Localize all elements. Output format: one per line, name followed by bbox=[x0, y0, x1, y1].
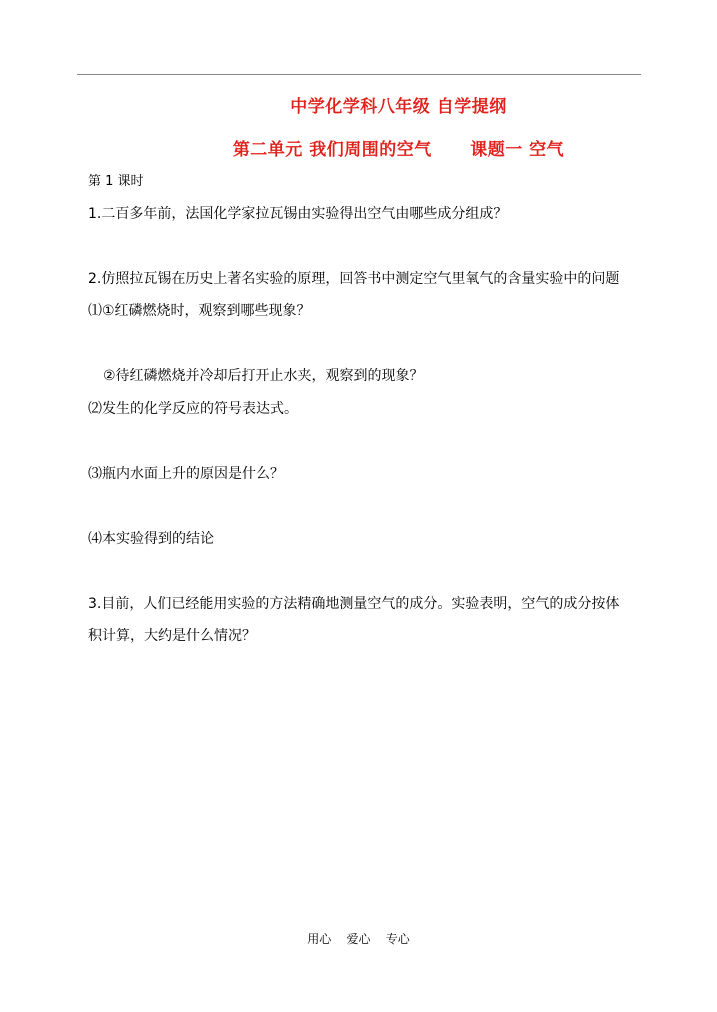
session-label: 第 1 课时 bbox=[88, 174, 144, 189]
question-2-3: ⑶瓶内水面上升的原因是什么？ bbox=[88, 466, 284, 482]
question-2-1b: ②待红磷燃烧并冷却后打开止水夹，观察到的现象？ bbox=[103, 368, 424, 384]
page-footer: 用心 爱心 专心 bbox=[307, 932, 410, 946]
question-2-4: ⑷本实验得到的结论 bbox=[88, 531, 214, 547]
document-title: 中学化学科八年级 自学提纲 bbox=[290, 97, 507, 117]
document-subtitle: 第二单元 我们周围的空气 课题一 空气 bbox=[232, 140, 565, 160]
question-2-1a: ⑴①红磷燃烧时，观察到哪些现象？ bbox=[88, 303, 311, 319]
question-3-line-2: 积计算，大约是什么情况？ bbox=[88, 628, 256, 644]
question-1: 1.二百多年前，法国化学家拉瓦锡由实验得出空气由哪些成分组成？ bbox=[88, 206, 508, 222]
question-2: 2.仿照拉瓦锡在历史上著名实验的原理，回答书中测定空气里氧气的含量实验中的问题 bbox=[88, 271, 620, 287]
question-3-line-1: 3.目前，人们已经能用实验的方法精确地测量空气的成分。实验表明，空气的成分按体 bbox=[88, 596, 620, 612]
header-rule bbox=[77, 74, 641, 75]
question-2-2: ⑵发生的化学反应的符号表达式。 bbox=[88, 401, 298, 417]
